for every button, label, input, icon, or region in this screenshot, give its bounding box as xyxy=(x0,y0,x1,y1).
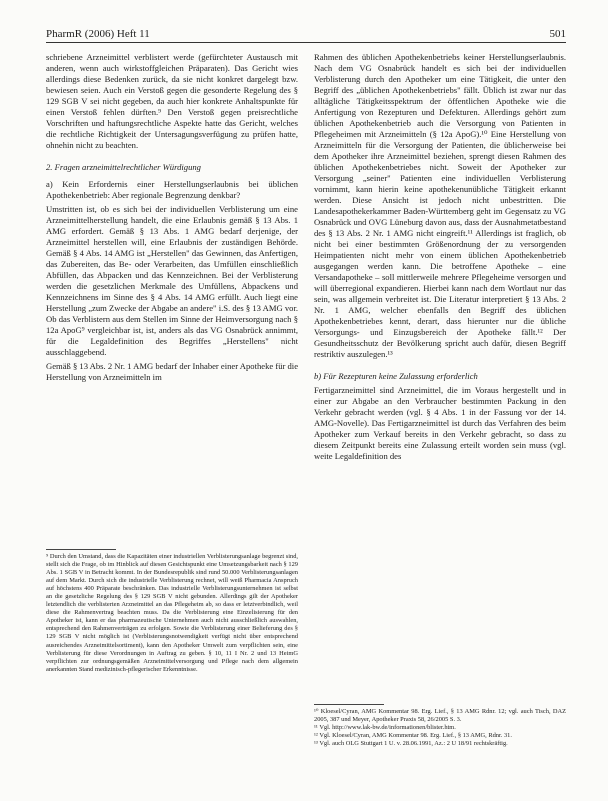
footnote: ¹³ Vgl. auch OLG Stuttgart 1 U. v. 28.06.1991, Az.: 2 U 18/91 rechtskräftig. xyxy=(314,740,508,748)
subsection-heading: b) Für Rezepturen keine Zulassung erforderlich xyxy=(314,371,478,381)
page-number: 501 xyxy=(549,28,566,40)
footnotes-left xyxy=(46,553,298,674)
footnote: ⁹ Durch den Umstand, dass die Kapazitäten einer industriellen Verblisterungsanlage begrenzt sind, stellt sich die Frage, ob im Hinblick auf diesen Gesichtspunkt eine Umsetzungsbarkeit nach § 129 Abs. 1 SGB V in Betracht kommt. In der Bundesrepublik sind rund 50.000 Verblisterungsanlagen auf dem Markt. Durch sich die industrielle Verblisterung rechnet, will weiß Pharmacia Anspruch auf höchstens 400 Präparate beschränken. Das industrielle Verblisterungsunternehmen ist selbst an die gesetzliche Regelung des § 129 SGB V nicht gebunden. Allerdings gilt der Apotheker letztendlich die verblisterten Arzneimittel an das Pflegeheim ab, so dass er letztverbindlich, weil diese die Rahmenvertrag beachten muss. Da die Verblisterung eine Einzelisierung für den Apotheker ist, kann er das pharmazeutische Unternehmen auch nicht ausschließlich auswahlen, entsprechend den Rahmenverträgen zu erfolgen. Sowie die Verblisterung einer Belieferung des § 129 SGB V nicht möglich ist (Verblisterungsnotwendigkeit verfügt nicht über entsprechend ausreichendes Arzneimittelsortiment), kann den Apotheker Umwelt zum verpflichten sein, eine Verblisterung für diese Verordnungen in Auftrag zu geben. § 10, 11 I Nr. 2 und 13 HeimG verpflichten zur ordnungsgemäßen Arzneimittelversorgung und Pflege nach dem allgemein anerkannten Stand medizinisch-pflegerischer Erkenntnisse. xyxy=(46,553,298,673)
footnote: ¹¹ Vgl. http://www.lak-bw.de/informationen/blister.htm. xyxy=(314,724,456,732)
body-paragraph: Fertigarzneimittel sind Arzneimittel, die im Voraus hergestellt und in einer zur Abgabe an den Verbraucher bestimmten Packung in den Verkehr gebracht werden (vgl. § 4 Abs. 1 in der Fassung vor der 14. AMG-Novelle). Das Fertigarzneimittel ist durch das Verfahren des beim Apotheker zum Verkauf bereits in den Verkehr gebracht, so dass zu diesem Zeitpunkt bereits eine Zulassung erteilt worden sein muss (vgl. weite Legaldefinition des xyxy=(314,385,566,461)
body-paragraph: Gemäß § 13 Abs. 2 Nr. 1 AMG bedarf der Inhaber einer Apotheke für die Herstellung von Arzneimitteln im xyxy=(46,361,299,382)
right-column xyxy=(314,52,566,612)
footnotes-right xyxy=(314,708,566,748)
journal-reference: PharmR (2006) Heft 11 xyxy=(46,28,150,40)
footnote: ¹⁰ Kloesel/Cyran, AMG Kommentar 98. Erg. Lief., § 13 AMG Rdnr. 12; vgl. auch Tisch, DAZ 2005, 387 und Meyer, Apotheker Praxis 58, 26/2005 S. 3. xyxy=(314,708,566,724)
section-heading: 2. Fragen arzneimittelrechtlicher Würdigung xyxy=(46,162,201,172)
footnote-rule xyxy=(314,704,384,705)
footnote-rule xyxy=(46,549,116,550)
subsection-heading: a) Kein Erfordernis einer Herstellungserlaubnis bei üblichen Apothekenbetrieb: Aber regionale Begrenzung denkbar? xyxy=(46,179,298,200)
header-rule xyxy=(46,42,566,43)
footnote: ¹² Vgl. Kloesel/Cyran, AMG Kommentar 98. Erg. Lief., § 13 AMG, Rdnr. 31. xyxy=(314,732,512,740)
body-paragraph: schriebene Arzneimittel verblistert werde (gefürchteter Austausch mit anderen, wenn auch wirkstoffgleichen Präparaten). Das Gericht wies allerdings diese Bedenken zurück, da sie nicht konkret dargelegt bzw. bewiesen seien. Auch ein Verstoß gegen die gesonderte Regelung des § 129 SGB V sei nicht gegeben, da auch hier konkrete Anhaltspunkte für einen Verstoß fehlen dürften.⁹ Den Verstoß gegen preisrechtliche Vorschriften und haftungsrechtliche Aspekte hatte das Gericht, welches die rechtliche Richtigkeit der Untersagungsverfügung zu prüfen hatte, ohnehin nicht zu beachten. xyxy=(46,52,298,150)
left-column xyxy=(46,52,298,522)
body-paragraph: Umstritten ist, ob es sich bei der individuellen Verblisterung um eine Arzneimittelherstellung handelt, die eine Erlaubnis gemäß § 13 Abs. 1 AMG erfordert. Gemäß § 13 Abs. 1 AMG bedarf derjenige, der Arzneimittel herstellen will, eine Erlaubnis der zuständigen Behörde. Gemäß § 4 Abs. 14 AMG ist „Herstellen" das Gewinnen, das Anfertigen, das Zubereiten, das Be- oder Verarbeiten, das Umfüllen einschließlich Abfüllen, das Abpacken und das Kennzeichnen. Bei der Verblisterung werden die gesetzlichen Merkmale des Umfüllens, Abpackens und Kennzeichnens im Sinne des § 4 Abs. 14 AMG erfüllt. Auch liegt eine Herstellung „zum Zwecke der Abgabe an andere" i.S. des § 13 AMG vor. Ob das Verblistern aus dem Stellen im Sinne der Heimversorgung nach § 12a ApoG⁹ vergleichbar ist, ist, anders als das VG Osnabrück annimmt, für die Legaldefinition des Begriffes „Herstellens" nicht ausschlaggebend. xyxy=(46,204,298,357)
running-header xyxy=(46,28,566,40)
body-paragraph: Rahmen des üblichen Apothekenbetriebs keiner Herstellungserlaubnis. Nach dem VG Osnabrück handelt es sich bei der individuellen Verblisterung durch den Apotheker um eine Tätigkeit, die unter den Begriff des „üblichen Apothekenbetriebs" fällt. Üblich ist zwar nur das alltägliche Tätigkeitsspektrum der öffentlichen Apotheke wie die Anfertigung von Rezepturen und Defekturen. Allerdings gehört zum üblichen Apothekenbetrieb auch die Versorgung von Patienten in Pflegeheimen mit Arzneimitteln (§ 12a ApoG).¹⁰ Eine Herstellung von Arzneimitteln für die Versorgung der Patienten, die üblicherweise bei dem Apotheker ihre Arzneimittel beziehen, sprengt diesen Rahmen des üblichen Apothekenbetriebes nicht. Soweit der Apotheker zur Versorgung „seiner" Patienten eine individuellen Verblisterung vornimmt, kann hierin keine apothekenunübliche Tätigkeit erkannt werden. Diese Ansicht ist jedoch nicht unbestritten. Die Landesapothekerkammer Baden-Württemberg geht im Gegensatz zu VG Osnabrück und OVG Lüneburg davon aus, dass der Ausnahmetatbestand des § 13 Abs. 2 Nr. 1 AMG nicht eingreift.¹¹ Allerdings ist fraglich, ob nicht bei einer bestimmten Größenordnung der zu versorgenden Heimpatienten nicht mehr von einem üblichen Apothekenbetrieb ausgegangen werden kann. Die betroffene Apotheke – eine Versandapotheke – soll mittlerweile mehrere Pflegeheime versorgen und will überregional expandieren. Hierbei kann nach dem Wortlaut nur das sein, was allgemein verbreitet ist. Die Literatur interpretiert § 13 Abs. 2 Nr. 1 AMG, welcher ebenfalls den Begriff des üblichen Apothekenbetriebes kennt, derart, dass hierunter nur die übliche Versorgungs- und Einzugsbereich der Apotheke fällt.¹² Der Gesundheitsschutz der Bevölkerung spricht auch dafür, diesen Begriff restriktiv auszulegen.¹³ xyxy=(314,52,566,359)
